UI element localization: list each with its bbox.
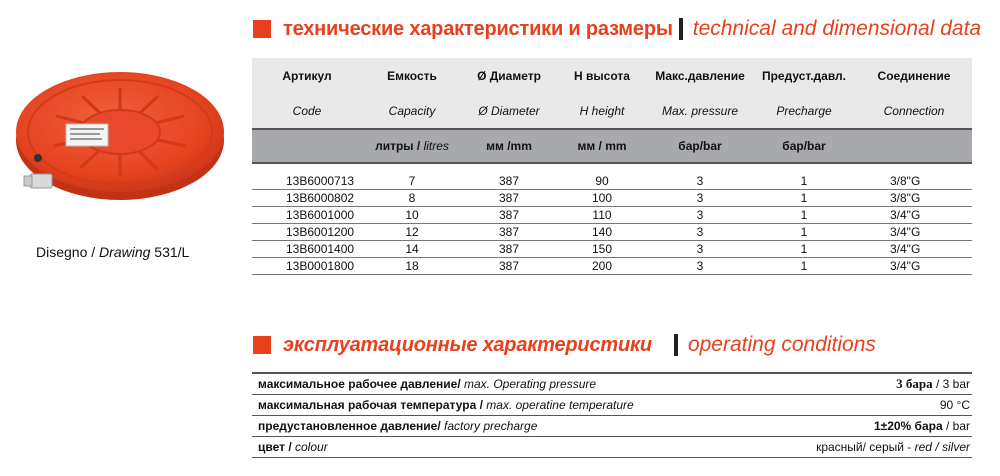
section-header-operating	[253, 333, 876, 357]
col-header-ru: Предуст.давл.	[752, 58, 856, 94]
unit-cell	[252, 129, 362, 163]
drawing-code: 531/L	[154, 244, 190, 260]
col-header-en: Capacity	[362, 94, 462, 129]
cell-connection: 3/4"G	[856, 258, 972, 275]
col-header-en: Connection	[856, 94, 972, 129]
cell-max-pressure: 3	[648, 173, 752, 190]
table-row	[252, 190, 972, 207]
unit-cell: мм / mm	[556, 129, 648, 163]
op-label	[258, 395, 634, 415]
cell-capacity: 10	[362, 207, 462, 224]
op-value	[940, 395, 970, 415]
section-title-en: operating conditions	[687, 333, 876, 356]
op-value-ru: 3 бара	[896, 376, 933, 391]
cell-max-pressure: 3	[648, 241, 752, 258]
header-row-en	[252, 94, 972, 129]
cell-diameter: 387	[462, 258, 556, 275]
section-header-technical	[253, 17, 981, 41]
cell-code: 13B6000802	[252, 190, 362, 207]
cell-connection: 3/4"G	[856, 224, 972, 241]
op-label-en: factory precharge	[444, 419, 538, 433]
op-value	[816, 437, 970, 457]
op-label-ru: максимальная рабочая температура /	[258, 398, 483, 412]
operating-row-colour	[252, 437, 972, 458]
unit-cell: мм /mm	[462, 129, 556, 163]
drawing-caption	[36, 244, 189, 260]
table-row	[252, 258, 972, 275]
op-label-en: max. Operating pressure	[464, 377, 597, 391]
cell-height: 140	[556, 224, 648, 241]
cell-max-pressure: 3	[648, 207, 752, 224]
col-header-ru: Соединение	[856, 58, 972, 94]
cell-height: 110	[556, 207, 648, 224]
cell-precharge: 1	[752, 224, 856, 241]
cell-max-pressure: 3	[648, 224, 752, 241]
cell-precharge: 1	[752, 173, 856, 190]
cell-max-pressure: 3	[648, 258, 752, 275]
section-title-ru: технические характеристики и размеры	[283, 17, 673, 40]
section-title-en: technical and dimensional data	[692, 17, 982, 40]
cell-connection: 3/8"G	[856, 173, 972, 190]
section-title-ru: эксплуатационные характеристики	[283, 333, 652, 356]
col-header-ru: Ø Диаметр	[462, 58, 556, 94]
cell-capacity: 14	[362, 241, 462, 258]
op-label	[258, 416, 537, 436]
op-value	[896, 374, 970, 394]
operating-row-max-pressure	[252, 372, 972, 395]
drawing-caption-en: Drawing	[99, 244, 151, 260]
cell-height: 150	[556, 241, 648, 258]
expansion-vessel-image	[8, 58, 226, 208]
drawing-caption-it: Disegno /	[36, 244, 96, 260]
cell-connection: 3/8"G	[856, 190, 972, 207]
op-value	[874, 416, 970, 436]
cell-precharge: 1	[752, 207, 856, 224]
red-square-bullet	[253, 336, 271, 354]
unit-cell: бар/bar	[648, 129, 752, 163]
unit-cell-capacity	[362, 129, 462, 163]
operating-row-max-temperature	[252, 395, 972, 416]
op-value-en: / 3 bar	[935, 377, 970, 391]
op-label-ru: цвет /	[258, 440, 292, 454]
op-label-ru: максимальное рабочее давление/	[258, 377, 461, 391]
units-row	[252, 129, 972, 163]
table-row	[252, 241, 972, 258]
cell-diameter: 387	[462, 207, 556, 224]
cell-connection: 3/4"G	[856, 207, 972, 224]
red-square-bullet	[253, 20, 271, 38]
title-separator	[674, 334, 678, 356]
op-label-ru: предустановленное давление/	[258, 419, 441, 433]
col-header-en: Ø Diameter	[462, 94, 556, 129]
unit-cell	[856, 129, 972, 163]
cell-code: 13B6001200	[252, 224, 362, 241]
cell-height: 200	[556, 258, 648, 275]
cell-capacity: 12	[362, 224, 462, 241]
unit-cell: бар/bar	[752, 129, 856, 163]
col-header-en: Max. pressure	[648, 94, 752, 129]
col-header-ru: H высота	[556, 58, 648, 94]
title-separator	[679, 18, 683, 40]
cell-diameter: 387	[462, 241, 556, 258]
col-header-en: H height	[556, 94, 648, 129]
cell-height: 90	[556, 173, 648, 190]
table-row	[252, 173, 972, 190]
op-label	[258, 437, 328, 457]
table-row	[252, 207, 972, 224]
cell-code: 13B6000713	[252, 173, 362, 190]
cell-capacity: 7	[362, 173, 462, 190]
col-header-ru: Емкость	[362, 58, 462, 94]
operating-row-precharge	[252, 416, 972, 437]
cell-code: 13B6001400	[252, 241, 362, 258]
op-value-en: red / silver	[914, 440, 970, 454]
op-label-en: max. operatine temperature	[486, 398, 634, 412]
op-label	[258, 374, 596, 394]
col-header-ru: Артикул	[252, 58, 362, 94]
cell-code: 13B0001800	[252, 258, 362, 275]
cell-precharge: 1	[752, 241, 856, 258]
cell-height: 100	[556, 190, 648, 207]
col-header-en: Code	[252, 94, 362, 129]
header-row-ru	[252, 58, 972, 94]
cell-diameter: 387	[462, 224, 556, 241]
cell-code: 13B6001000	[252, 207, 362, 224]
op-value-en: / bar	[945, 419, 970, 433]
cell-max-pressure: 3	[648, 190, 752, 207]
operating-conditions-list	[252, 372, 972, 458]
op-value-ru: 1±20% бара	[873, 419, 943, 433]
cell-capacity: 18	[362, 258, 462, 275]
op-value-en: 90 °C	[939, 398, 970, 412]
cell-diameter: 387	[462, 190, 556, 207]
cell-precharge: 1	[752, 258, 856, 275]
col-header-en: Precharge	[752, 94, 856, 129]
table-row	[252, 224, 972, 241]
cell-diameter: 387	[462, 173, 556, 190]
col-header-ru: Макс.давление	[648, 58, 752, 94]
unit-capacity-en: litres	[423, 139, 449, 153]
unit-capacity-ru: литры /	[375, 139, 421, 153]
op-value-ru: красный/ серый -	[816, 440, 912, 454]
cell-capacity: 8	[362, 190, 462, 207]
technical-data-table	[252, 58, 972, 275]
cell-precharge: 1	[752, 190, 856, 207]
cell-connection: 3/4"G	[856, 241, 972, 258]
op-label-en: colour	[295, 440, 328, 454]
